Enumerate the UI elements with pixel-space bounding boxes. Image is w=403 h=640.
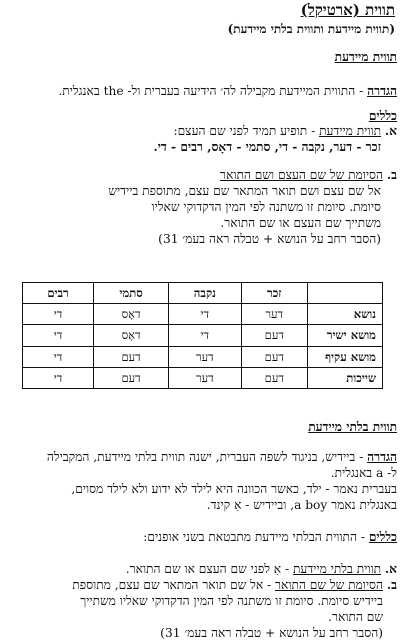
table-cell: די xyxy=(23,346,94,367)
section-heading-unknown: תווית בלתי מיידעת xyxy=(308,420,397,434)
definition-text: - ביידיש, בניגוד לשפה העברית, ישנה תווית בלתי מיידעת, המקבילה xyxy=(46,450,364,464)
rule-a-term: תווית מיידעת xyxy=(319,124,382,138)
rule-a-unknown xyxy=(4,562,397,576)
rule-b-line: סיומת. סיומת זו משתנה לפי המין הדקדוקי שאליו xyxy=(151,200,381,214)
page-subtitle: (תווית מיידעת ותווית בלתי מיידעת) xyxy=(227,22,395,36)
rule-b-term: הסיומת של שם העצם ושם התואר xyxy=(220,168,383,182)
table-header-cell: זכר xyxy=(241,283,308,304)
table-cell: דעם xyxy=(94,367,169,388)
section-heading-known: תווית מיידעת xyxy=(334,50,397,64)
rule-a-text: - אַ לפני שם העצם או שם התואר. xyxy=(125,562,290,576)
table-row xyxy=(23,325,383,346)
rule-b-line: (הסבר רחב על הנושא + טבלה ראה בעמ׳ 31) xyxy=(158,232,381,246)
table-cell: דער xyxy=(241,304,308,325)
table-row-label: שייכות xyxy=(308,367,383,388)
rule-a-text: - תופיע תמיד לפני שם העצם: xyxy=(173,124,316,138)
table-header-row xyxy=(23,283,383,304)
table-cell: דעם xyxy=(241,346,308,367)
table-header-cell: נקבה xyxy=(169,283,241,304)
rule-a-number: א. xyxy=(384,562,397,576)
definition-known xyxy=(4,84,397,98)
table-cell: דאָס xyxy=(94,325,169,346)
definition-line: בעברית נאמר - ילד, כאשר הכוונה היא לילד לא ידוע ולא לילד מסוים, xyxy=(71,482,397,496)
table-row-label: מושא עקיף xyxy=(308,346,383,367)
page-title: תווית (ארטיקל) xyxy=(300,1,395,19)
rule-b-line: ביידיש סיומת. סיומת זו משתנה לפי המין הדקדוקי שאליו משתייך xyxy=(80,594,383,608)
table-cell: דעם xyxy=(241,325,308,346)
definition-text: - התווית המיידעת מקבילה לה׳ הידיעה בעברית ול- the באנגלית. xyxy=(58,84,364,98)
table-cell: די xyxy=(23,367,94,388)
rule-a-known xyxy=(4,124,397,138)
article-table xyxy=(22,282,383,389)
rule-a-number: א. xyxy=(384,124,397,138)
table-cell: די xyxy=(169,304,241,325)
rule-a-examples: זכר - דער, נקבה - די, סתמי - דאָס, רבים - די. xyxy=(153,140,381,154)
table-cell: די xyxy=(23,325,94,346)
rule-b-line: משתייך שם העצם או שם התואר. xyxy=(220,216,381,230)
table-row xyxy=(23,346,383,367)
rule-b-unknown xyxy=(4,578,397,592)
definition-unknown xyxy=(4,450,397,464)
table-header-cell xyxy=(308,283,383,304)
rule-b-line: אל שם עצם ושם תואר המתאר שם עצם, מתוספת ביידיש xyxy=(108,184,381,198)
table-cell: דאָס xyxy=(94,304,169,325)
rule-b-number: ב. xyxy=(386,578,397,592)
table-row-label: נושא xyxy=(308,304,383,325)
rules-term: כללים xyxy=(368,530,397,544)
definition-term: הגדרה xyxy=(367,450,397,464)
table-row xyxy=(23,304,383,325)
rules-text: - התווית הבלתי מיידעת מתבטאת בשני אופנים: xyxy=(143,530,365,544)
rule-b-number: ב. xyxy=(386,168,397,182)
table-cell: דער xyxy=(169,346,241,367)
table-cell: די xyxy=(169,325,241,346)
rule-b-text: - אל שם תואר המתאר שם עצם, מתוספת xyxy=(72,578,272,592)
definition-line: ל- a באנגלית. xyxy=(330,466,397,480)
rule-b-known xyxy=(4,168,397,182)
rule-b-term: הסיומת של שם התואר xyxy=(275,578,383,592)
table-cell: דעם xyxy=(94,346,169,367)
definition-term: הגדרה xyxy=(367,84,397,98)
table-row-label: מושא ישיר xyxy=(308,325,383,346)
rule-b-line: (הסבר רחב על הנושא + טבלה ראה בעמ׳ 31) xyxy=(160,626,383,640)
table-row xyxy=(23,367,383,388)
table-cell: דעם xyxy=(241,367,308,388)
rules-heading-known: כללים xyxy=(368,109,397,123)
rules-unknown xyxy=(4,530,397,544)
definition-line: באנגלית נאמר a boy, וביידיש - אַ קינד. xyxy=(206,498,397,512)
rule-b-line: שם התואר. xyxy=(328,610,383,624)
table-header-cell: רבים xyxy=(23,283,94,304)
table-header-cell: סתמי xyxy=(94,283,169,304)
rule-a-term: תווית בלתי מיידעת xyxy=(292,562,382,576)
table-cell: דער xyxy=(169,367,241,388)
table-cell: די xyxy=(23,304,94,325)
